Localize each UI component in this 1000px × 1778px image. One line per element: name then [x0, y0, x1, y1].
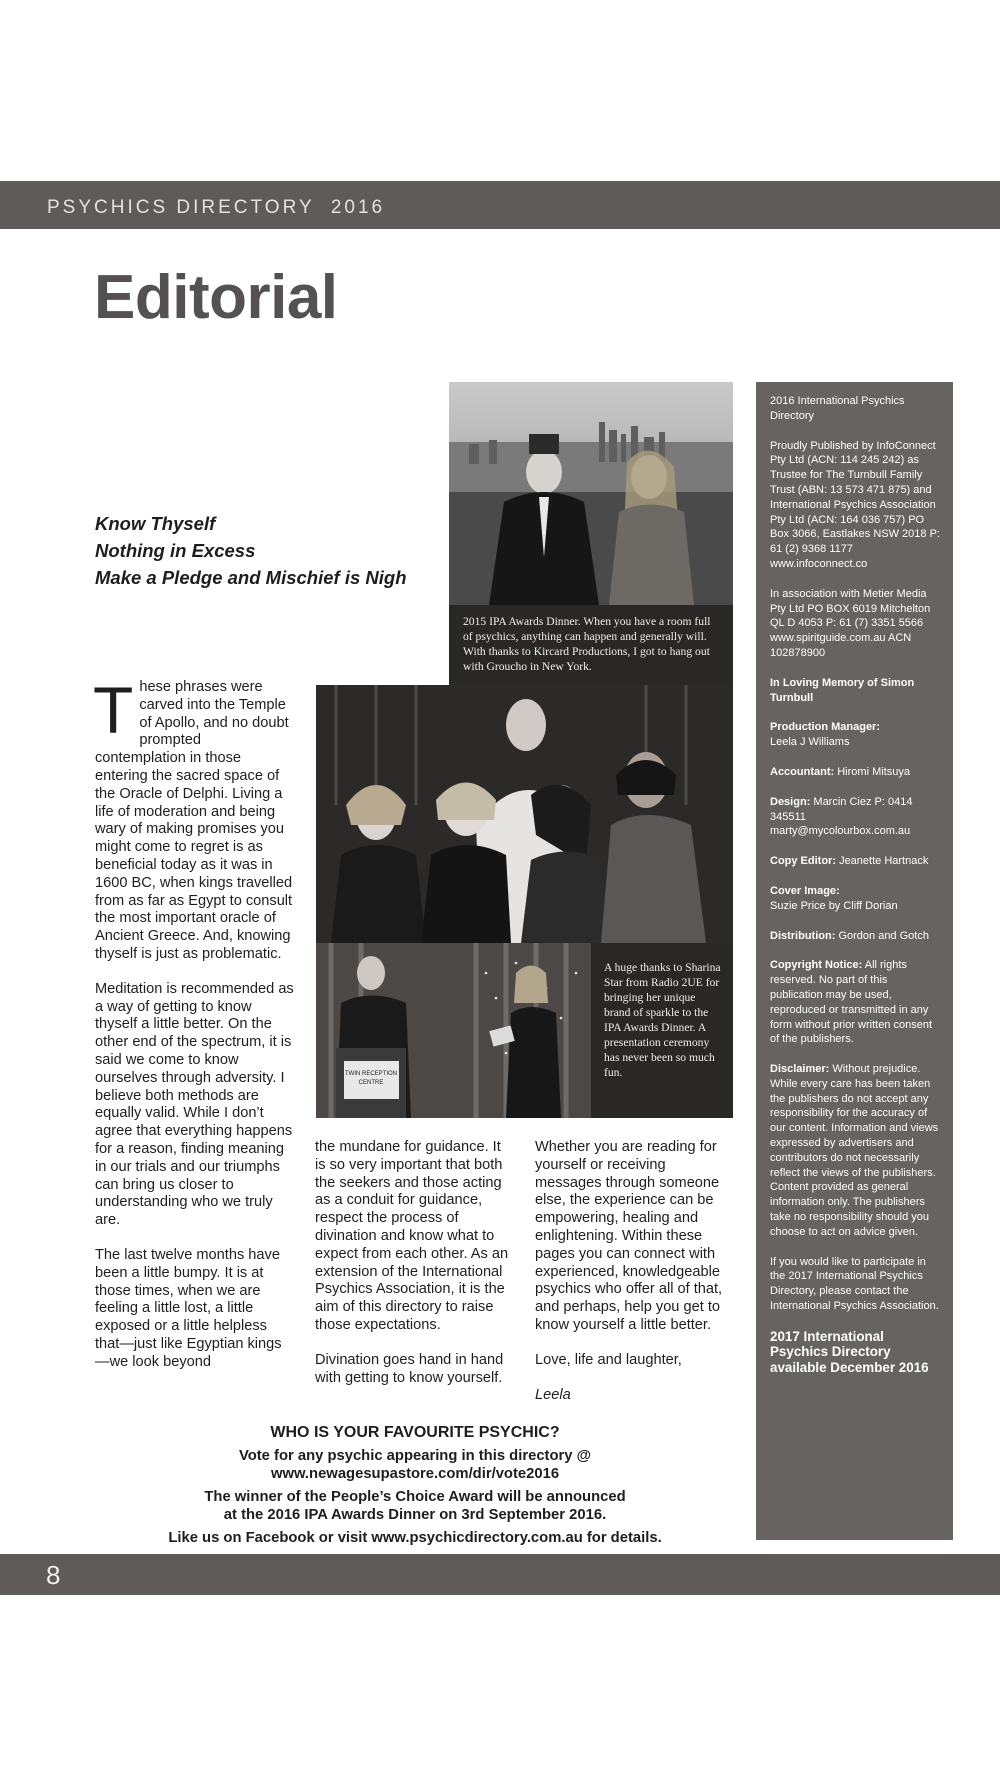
disclaimer-label: Disclaimer: [770, 1063, 830, 1076]
sidebar-title: 2016 International Psychics Directory [770, 395, 905, 422]
page-number: 8 [46, 1560, 61, 1590]
drop-cap: T [93, 673, 134, 747]
accountant-label: Accountant: [770, 765, 835, 778]
sidebar-design [770, 795, 943, 839]
header-band [0, 181, 1000, 229]
production-value: Leela J Williams [770, 736, 850, 749]
sidebar-next-edition: 2017 International Psychics Directory available December 2016 [770, 1328, 929, 1375]
sidebar-copyright [770, 958, 943, 1047]
sidebar-cover [770, 884, 943, 914]
sidebar-participate: If you would like to participate in the 2017 International Psychics Directory, please contact the International Psychics Association. [770, 1255, 939, 1313]
motto-1: Know Thyself [95, 513, 216, 534]
paragraph-6: Whether you are reading for yourself or receiving messages through someone else, the experience can be empowering, healing and enlightening. Within these pages you can connect with experienced, knowledgeable psychics who offer all of that, and perhaps, help you get to know yourself a little better. [535, 1139, 723, 1333]
motto-3: Make a Pledge and Mischief is Nigh [95, 567, 407, 588]
motto-2: Nothing in Excess [95, 540, 256, 561]
vote-announcement-date: at the 2016 IPA Awards Dinner on 3rd September 2016. [223, 1507, 607, 1523]
paragraph-1-text: hese phrases were carved into the Temple of Apollo, and no doubt prompted contemplation in those entering the sacred space of the Oracle of Delphi. Living a life of moderation and being wary of making promises you might come to regret is as beneficial today as it was in 1600 BC, when kings travelled from as far as Egypt to consult the most important oracle of Ancient Greece. And, knowing thyself is just as problematic. [95, 679, 293, 962]
vote-headline: WHO IS YOUR FAVOURITE PSYCHIC? [270, 1424, 560, 1441]
vote-promo [95, 1424, 735, 1547]
sidebar-memory [770, 676, 943, 706]
article-column-1 [93, 673, 295, 1388]
photo-group-illustration [316, 685, 733, 943]
sidebar-distribution [770, 929, 943, 944]
copyright-label: Copyright Notice: [770, 959, 863, 972]
caption-sharina-star: A huge thanks to Sharina Star from Radio 2UE for bringing her unique brand of sparkle to the IPA Awards Dinner. A presentation ceremony has never been so much fun. [591, 943, 733, 1118]
copy-editor-value: Jeanette Hartnack [839, 855, 929, 868]
running-header: PSYCHICS DIRECTORY 2016 [47, 197, 386, 218]
copy-editor-label: Copy Editor: [770, 855, 836, 868]
sidebar-disclaimer [770, 1062, 943, 1240]
caption-awards-dinner: 2015 IPA Awards Dinner. When you have a room full of psychics, anything can happen and generally will. With thanks to Kircard Productions, I got to hang out with Groucho in New York. [449, 605, 733, 685]
paragraph-2: Meditation is recommended as a way of getting to know thyself a little better. On the other end of the spectrum, it is said we come to know ourselves through adversity. I believe both methods are equally valid. While I don’t agree that everything happens for a reason, finding meaning in our trials and our triumphs can bring us closer to understanding who we truly are. [95, 980, 294, 1229]
disclaimer-extra: Content provided as general information only. The publishers take no responsibility should you choose to act on advice given. [770, 1181, 929, 1238]
copyright-value: All rights reserved. No part of this publication may be used, reproduced or transmitted in any form without prior written consent of the publishers. [770, 959, 933, 1046]
sign-off: Love, life and laughter, [535, 1351, 682, 1368]
distribution-value: Gordon and Gotch [838, 929, 929, 942]
design-value: Marcin Ciez P: 0414 345511 marty@mycolourbox.com.au [770, 795, 913, 838]
photo-group-celebration [316, 685, 733, 943]
sidebar-publisher: Proudly Published by InfoConnect Pty Ltd (ACN: 114 245 242) as Trustee for The Turnbull Family Trust (ABN: 13 573 471 875) and International Psychics Association Pty Ltd (ACN: 164 036 757) PO Box 3066, Eastlakes NSW 2018 P: 61 (2) 9368 1177 www.infoconnect.co [770, 439, 940, 570]
cover-label: Cover Image: [770, 884, 840, 897]
mottos [95, 510, 407, 591]
cover-value: Suzie Price by Cliff Dorian [770, 899, 898, 912]
photo-stage-illustration [316, 943, 591, 1118]
photo-groucho-illustration [449, 382, 733, 605]
masthead-sidebar [756, 382, 953, 1540]
disclaimer-value: Without prejudice. While every care has been taken the publishers do not accept any responsibility for the accuracy of our content. Information and views expressed by advertisers and contributors do not necessarily reflect the views of the publishers. [770, 1063, 939, 1179]
footer-band [0, 1554, 1000, 1595]
paragraph-3: The last twelve months have been a little bumpy. It is at those times, when we are feeling a little lost, a little exposed or a little helpless that—just like Egyptian kings—we look beyond [95, 1246, 282, 1370]
signature: Leela [535, 1386, 571, 1403]
page-title: Editorial [94, 263, 338, 332]
lectern-sign-text: TWIN RECEPTION CENTRE [345, 1071, 397, 1086]
paragraph-4: the mundane for guidance. It is so very important that both the seekers and those acting as a conduit for guidance, respect the process of divination and know what to expect from each other. As an extension of the International Psychics Association, it is the aim of this directory to raise those expectations. [315, 1139, 509, 1333]
production-label: Production Manager: [770, 721, 881, 734]
sidebar-copy-editor [770, 854, 943, 869]
photo-presentation-stage [316, 943, 591, 1118]
memory-text: In Loving Memory of Simon Turnbull [770, 676, 915, 704]
distribution-label: Distribution: [770, 929, 836, 942]
vote-instruction: Vote for any psychic appearing in this directory @ www.newagesupastore.com/dir/vote2016 [238, 1448, 592, 1482]
accountant-value: Hiromi Mitsuya [837, 765, 910, 778]
paragraph-1 [93, 673, 295, 964]
vote-social: Like us on Facebook or visit www.psychicdirectory.com.au for details. [168, 1530, 662, 1546]
sidebar-association: In association with Metier Media Pty Ltd PO BOX 6019 Mitchelton QL D 4053 P: 61 (7) 3351 5566 www.spiritguide.com.au ACN 102878900 [770, 587, 931, 659]
design-label: Design: [770, 795, 811, 808]
paragraph-5: Divination goes hand in hand with getting to know yourself. [315, 1351, 504, 1386]
sidebar-accountant [770, 765, 943, 780]
article-column-3 [535, 1139, 735, 1421]
article-column-2 [315, 1139, 515, 1404]
vote-announcement: The winner of the People’s Choice Award will be announced [204, 1489, 626, 1505]
sidebar-production [770, 720, 943, 750]
photo-groucho-new-york [449, 382, 733, 605]
